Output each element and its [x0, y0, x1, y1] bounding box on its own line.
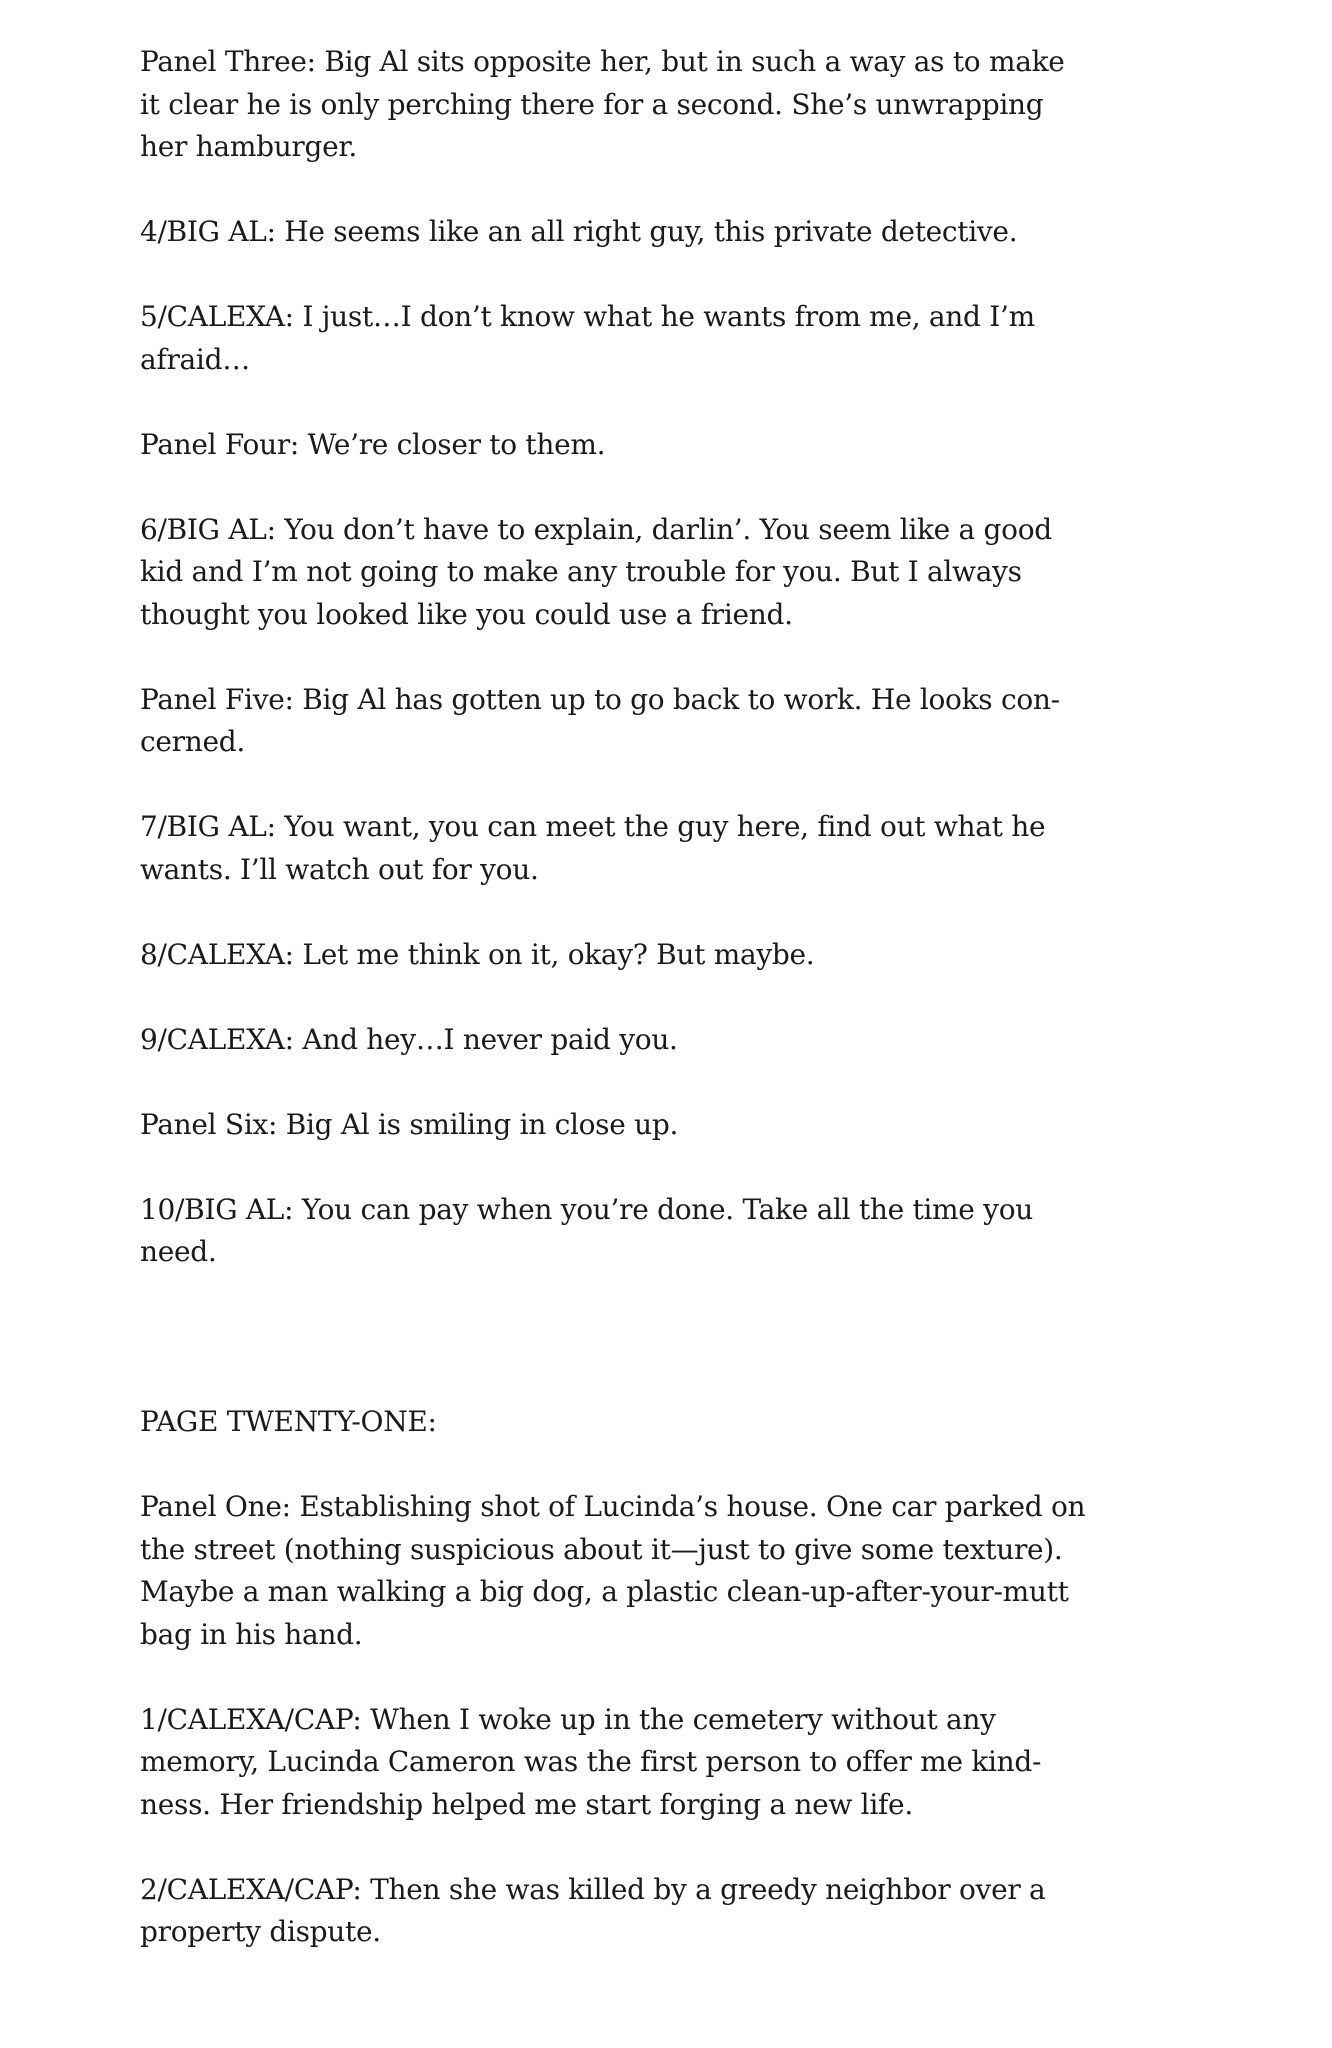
script-paragraph — [140, 296, 1320, 381]
script-line: 7/BIG AL: You want, you can meet the guy here, find out what he — [140, 810, 1046, 843]
page-heading: PAGE TWENTY-ONE: — [140, 1405, 437, 1438]
script-line: 8/CALEXA: Let me think on it, okay? But maybe. — [140, 937, 815, 971]
script-line: Panel One: Establishing shot of Lucinda’s house. One car parked on — [140, 1490, 1086, 1523]
script-line: 9/CALEXA: And hey…I never paid you. — [140, 1022, 678, 1056]
script-line: wants. I’ll watch out for you. — [140, 852, 539, 886]
script-paragraph — [140, 1486, 1320, 1656]
script-line: afraid… — [140, 342, 250, 376]
script-paragraph — [140, 679, 1320, 764]
script-line: thought you looked like you could use a friend. — [140, 597, 793, 631]
script-section-page-twenty — [140, 41, 1320, 1274]
script-line: Panel Five: Big Al has gotten up to go back to work. He looks con- — [140, 682, 1060, 716]
script-line: property dispute. — [140, 1915, 381, 1948]
script-line: Panel Three: Big Al sits opposite her, but in such a way as to make — [140, 45, 1065, 78]
script-line: memory, Lucinda Cameron was the first person to offer me kind- — [140, 1745, 1042, 1778]
script-paragraph — [140, 1104, 1320, 1147]
script-line: the street (nothing suspicious about it—just to give some texture). — [140, 1532, 1063, 1566]
script-paragraph — [140, 934, 1320, 977]
script-line: 1/CALEXA/CAP: When I woke up in the cemetery without any — [140, 1702, 996, 1736]
script-line: ness. Her friendship helped me start forging a new life. — [140, 1787, 913, 1821]
script-line: need. — [140, 1235, 217, 1268]
script-line: 4/BIG AL: He seems like an all right guy, this private detective. — [140, 215, 1018, 248]
script-line: kid and I’m not going to make any trouble for you. But I always — [140, 555, 1022, 588]
script-paragraph — [140, 211, 1320, 254]
script-paragraph — [140, 1189, 1320, 1274]
script-paragraph — [140, 806, 1320, 891]
script-paragraph — [140, 41, 1320, 169]
script-line: her hamburger. — [140, 130, 358, 163]
script-page — [140, 41, 1320, 1996]
script-line: 10/BIG AL: You can pay when you’re done. Take all the time you — [140, 1192, 1033, 1226]
script-paragraph — [140, 424, 1320, 467]
script-paragraph — [140, 1699, 1320, 1827]
script-paragraph — [140, 1869, 1320, 1954]
section-gap — [140, 1316, 1320, 1401]
script-paragraph — [140, 509, 1320, 637]
script-line: 2/CALEXA/CAP: Then she was killed by a greedy neighbor over a — [140, 1872, 1046, 1906]
script-section-page-twenty-one — [140, 1486, 1320, 1954]
script-line: Panel Six: Big Al is smiling in close up. — [140, 1107, 679, 1141]
script-paragraph — [140, 1019, 1320, 1062]
script-line: bag in his hand. — [140, 1617, 363, 1651]
script-line: 5/CALEXA: I just…I don’t know what he wants from me, and I’m — [140, 300, 1035, 333]
script-line: Maybe a man walking a big dog, a plastic clean-up-after-your-mutt — [140, 1575, 1069, 1608]
script-line: Panel Four: We’re closer to them. — [140, 427, 606, 461]
script-line: cerned. — [140, 725, 245, 758]
script-line: it clear he is only perching there for a second. She’s unwrapping — [140, 87, 1044, 121]
script-line: 6/BIG AL: You don’t have to explain, darlin’. You seem like a good — [140, 512, 1052, 546]
